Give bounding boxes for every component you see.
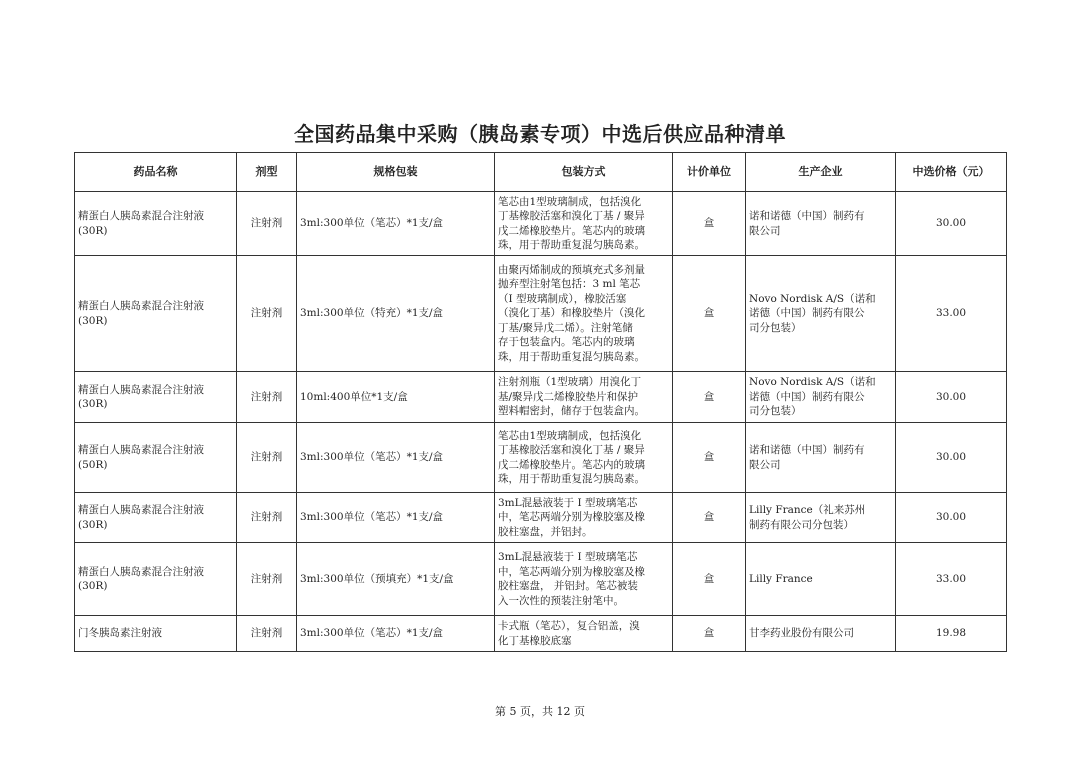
- unit-cell: 盒: [673, 192, 746, 256]
- packaging-cell: 注射剂瓶（1型玻璃）用溴化丁 基/聚异戊二烯橡胶垫片和保护 塑料帽密封，储存于包装盒内。: [495, 372, 673, 423]
- form-cell: 注射剂: [237, 192, 297, 256]
- unit-cell: 盒: [673, 372, 746, 423]
- packaging-cell: 笔芯由1型玻璃制成，包括溴化 丁基橡胶活塞和溴化丁基 / 聚异 戊二烯橡胶垫片。笔芯内的玻璃 珠，用于帮助重复混匀胰岛素。: [495, 423, 673, 493]
- table-row: [75, 543, 1007, 616]
- packaging-cell: 3mL混悬液装于 I 型玻璃笔芯 中，笔芯两端分别为橡胶塞及橡 胶柱塞盘， 并铝封。笔芯被装 入一次性的预装注射笔中。: [495, 543, 673, 616]
- unit-cell: 盒: [673, 616, 746, 652]
- table-row: [75, 616, 1007, 652]
- header-form: 剂型: [237, 153, 297, 192]
- price-cell: 30.00: [896, 192, 1007, 256]
- packaging-cell: 3mL混悬液装于 I 型玻璃笔芯 中，笔芯两端分别为橡胶塞及橡 胶柱塞盘，并铝封。: [495, 493, 673, 543]
- price-cell: 33.00: [896, 256, 1007, 372]
- table-row: [75, 256, 1007, 372]
- spec-cell: 3ml:300单位（笔芯）*1支/盒: [297, 423, 495, 493]
- drug-name-cell: 精蛋白人胰岛素混合注射液 (30R): [75, 543, 237, 616]
- unit-cell: 盒: [673, 423, 746, 493]
- table-row: [75, 192, 1007, 256]
- price-cell: 30.00: [896, 423, 1007, 493]
- price-cell: 30.00: [896, 372, 1007, 423]
- packaging-cell: 由聚丙烯制成的预填充式多剂量 抛弃型注射笔包括：3 ml 笔芯 （I 型玻璃制成），橡胶活塞 （溴化丁基）和橡胶垫片（溴化 丁基/聚异戊二烯）。注射笔储 存于包装盒内。笔芯内的玻璃 珠，用于帮助重复混匀胰岛素。: [495, 256, 673, 372]
- drug-name-cell: 精蛋白人胰岛素混合注射液 (30R): [75, 256, 237, 372]
- table-header-row: [75, 153, 1007, 192]
- supply-table: [74, 152, 1007, 652]
- spec-cell: 10ml:400单位*1支/盒: [297, 372, 495, 423]
- drug-name-cell: 精蛋白人胰岛素混合注射液 (30R): [75, 372, 237, 423]
- spec-cell: 3ml:300单位（笔芯）*1支/盒: [297, 493, 495, 543]
- header-packaging: 包装方式: [495, 153, 673, 192]
- manufacturer-cell: 诺和诺德（中国）制药有 限公司: [746, 192, 896, 256]
- unit-cell: 盒: [673, 543, 746, 616]
- header-spec: 规格包装: [297, 153, 495, 192]
- header-drug-name: 药品名称: [75, 153, 237, 192]
- manufacturer-cell: 甘李药业股份有限公司: [746, 616, 896, 652]
- price-cell: 19.98: [896, 616, 1007, 652]
- drug-name-cell: 精蛋白人胰岛素混合注射液 (30R): [75, 493, 237, 543]
- spec-cell: 3ml:300单位（预填充）*1支/盒: [297, 543, 495, 616]
- table-row: [75, 493, 1007, 543]
- spec-cell: 3ml:300单位（特充）*1支/盒: [297, 256, 495, 372]
- drug-name-cell: 门冬胰岛素注射液: [75, 616, 237, 652]
- unit-cell: 盒: [673, 493, 746, 543]
- unit-cell: 盒: [673, 256, 746, 372]
- table-row: [75, 372, 1007, 423]
- form-cell: 注射剂: [237, 616, 297, 652]
- packaging-cell: 笔芯由1型玻璃制成，包括溴化 丁基橡胶活塞和溴化丁基 / 聚异 戊二烯橡胶垫片。笔芯内的玻璃 珠，用于帮助重复混匀胰岛素。: [495, 192, 673, 256]
- form-cell: 注射剂: [237, 423, 297, 493]
- form-cell: 注射剂: [237, 256, 297, 372]
- manufacturer-cell: Lilly France（礼来苏州 制药有限公司分包装）: [746, 493, 896, 543]
- page-number: 第 5 页，共 12 页: [495, 705, 585, 718]
- drug-name-cell: 精蛋白人胰岛素混合注射液 (50R): [75, 423, 237, 493]
- manufacturer-cell: 诺和诺德（中国）制药有 限公司: [746, 423, 896, 493]
- form-cell: 注射剂: [237, 372, 297, 423]
- spec-cell: 3ml:300单位（笔芯）*1支/盒: [297, 192, 495, 256]
- packaging-cell: 卡式瓶（笔芯），复合铝盖，溴 化丁基橡胶底塞: [495, 616, 673, 652]
- form-cell: 注射剂: [237, 493, 297, 543]
- manufacturer-cell: Novo Nordisk A/S（诺和 诺德（中国）制药有限公 司分包装）: [746, 372, 896, 423]
- header-manufacturer: 生产企业: [746, 153, 896, 192]
- header-unit: 计价单位: [673, 153, 746, 192]
- header-price: 中选价格（元）: [896, 153, 1007, 192]
- spec-cell: 3ml:300单位（笔芯）*1支/盒: [297, 616, 495, 652]
- form-cell: 注射剂: [237, 543, 297, 616]
- manufacturer-cell: Lilly France: [746, 543, 896, 616]
- price-cell: 33.00: [896, 543, 1007, 616]
- manufacturer-cell: Novo Nordisk A/S（诺和 诺德（中国）制药有限公 司分包装）: [746, 256, 896, 372]
- table-row: [75, 423, 1007, 493]
- drug-name-cell: 精蛋白人胰岛素混合注射液 (30R): [75, 192, 237, 256]
- price-cell: 30.00: [896, 493, 1007, 543]
- document-title: 全国药品集中采购（胰岛素专项）中选后供应品种清单: [294, 122, 786, 146]
